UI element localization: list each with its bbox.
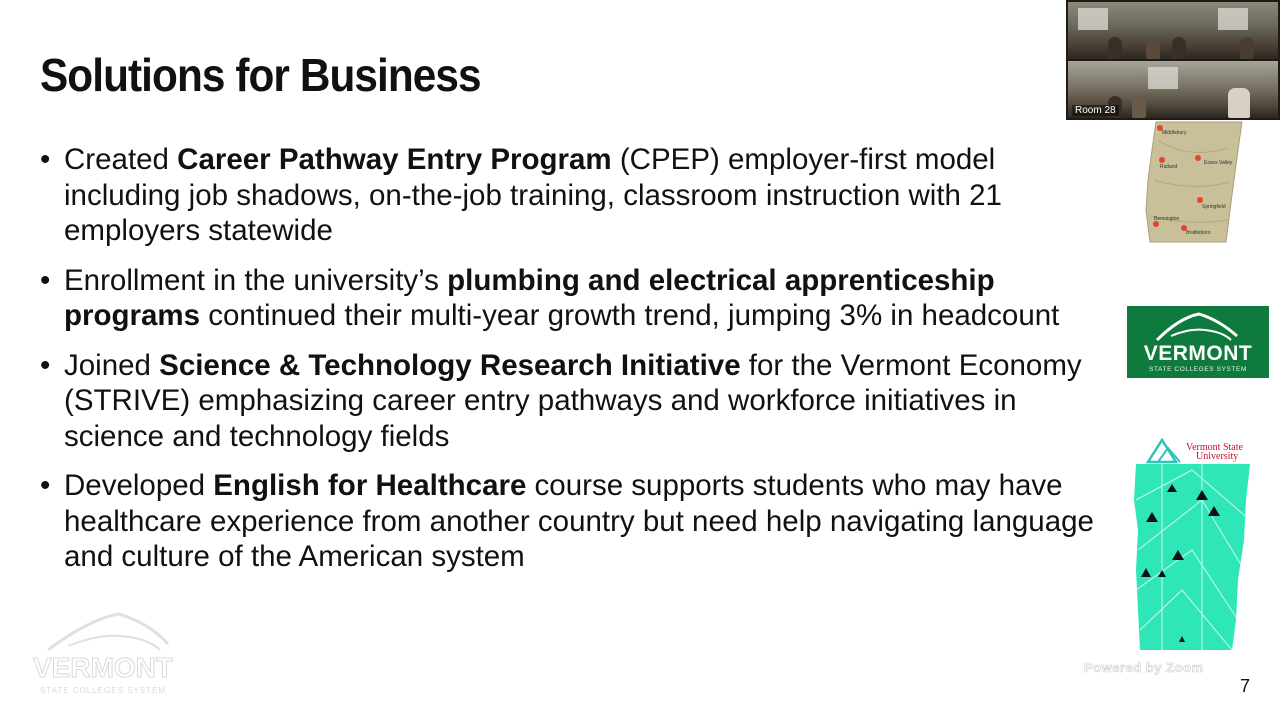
bullet-text: Joined xyxy=(64,348,160,382)
bullet-bold: Career Pathway Entry Program xyxy=(177,143,612,176)
bullet-bold: English for Healthcare xyxy=(213,469,527,502)
powered-by-zoom: Powered by Zoom xyxy=(1084,660,1204,675)
vscs-logo xyxy=(1127,306,1269,378)
bullet-item xyxy=(40,263,1100,334)
bullet-text: course supports students who may have healthcare experience from another country but need help navigating language and culture of the American system xyxy=(64,469,1094,573)
bullet-item xyxy=(40,468,1100,575)
page-number: 7 xyxy=(1240,676,1251,696)
vscs-brand: VERMONT xyxy=(1143,342,1253,365)
mountain-icon xyxy=(1127,306,1269,346)
room-label: Room 28 xyxy=(1072,105,1119,116)
vscs-sub: STATE COLLEGES SYSTEM xyxy=(1149,366,1247,373)
video-gallery[interactable] xyxy=(1066,0,1280,120)
bullet-text: for the Vermont Economy (STRIVE) emphasizing career entry pathways and workforce initiatives in science and technology fields xyxy=(64,348,1082,453)
vsu-wordmark xyxy=(1186,443,1243,461)
vsu-campus-map xyxy=(1132,460,1254,652)
bullet-text: Created xyxy=(64,143,178,176)
window xyxy=(1218,8,1248,30)
watermark-mountain-icon xyxy=(8,604,198,654)
bullet-text: Developed xyxy=(64,469,214,502)
map-label: Rutland xyxy=(1160,164,1178,170)
participant xyxy=(1146,37,1160,59)
map-label: Brattleboro xyxy=(1186,230,1211,236)
map-label: Essex Valley xyxy=(1204,160,1233,166)
bullet-item xyxy=(40,142,1100,249)
watermark-brand: VERMONT xyxy=(33,652,173,683)
slide-title: Solutions for Business xyxy=(40,49,481,101)
vsu-line2: University xyxy=(1196,451,1239,462)
map-label: Bennington xyxy=(1154,216,1180,222)
bullet-text: (CPEP) employer-first model including job shadows, on-the-job training, classroom instruction with 21 employers statewide xyxy=(64,143,1002,247)
bullet-bold: plumbing and electrical apprenticeship programs xyxy=(64,263,995,332)
map-label: Middlebury xyxy=(1162,130,1187,136)
window xyxy=(1078,8,1108,30)
video-tile[interactable] xyxy=(1068,2,1278,59)
vsu-line1: Vermont State xyxy=(1186,442,1243,453)
watermark-logo xyxy=(8,604,198,704)
participant xyxy=(1240,37,1254,59)
participant xyxy=(1228,88,1250,118)
bullet-text: Enrollment in the university’s xyxy=(64,263,448,297)
window xyxy=(1148,67,1178,89)
participant xyxy=(1172,37,1186,59)
bullet-list xyxy=(40,142,1100,589)
bullet-item xyxy=(40,348,1100,455)
bullet-bold: Science & Technology Research Initiative xyxy=(159,348,741,382)
watermark-sub: STATE COLLEGES SYSTEM xyxy=(39,686,167,695)
map-label: Springfield xyxy=(1202,204,1226,210)
video-tile[interactable] xyxy=(1068,61,1278,118)
participant xyxy=(1132,96,1146,118)
vermont-campus-map xyxy=(1138,120,1250,244)
participant xyxy=(1108,37,1122,59)
bullet-text: continued their multi-year growth trend, jumping 3% in headcount xyxy=(200,299,1060,332)
